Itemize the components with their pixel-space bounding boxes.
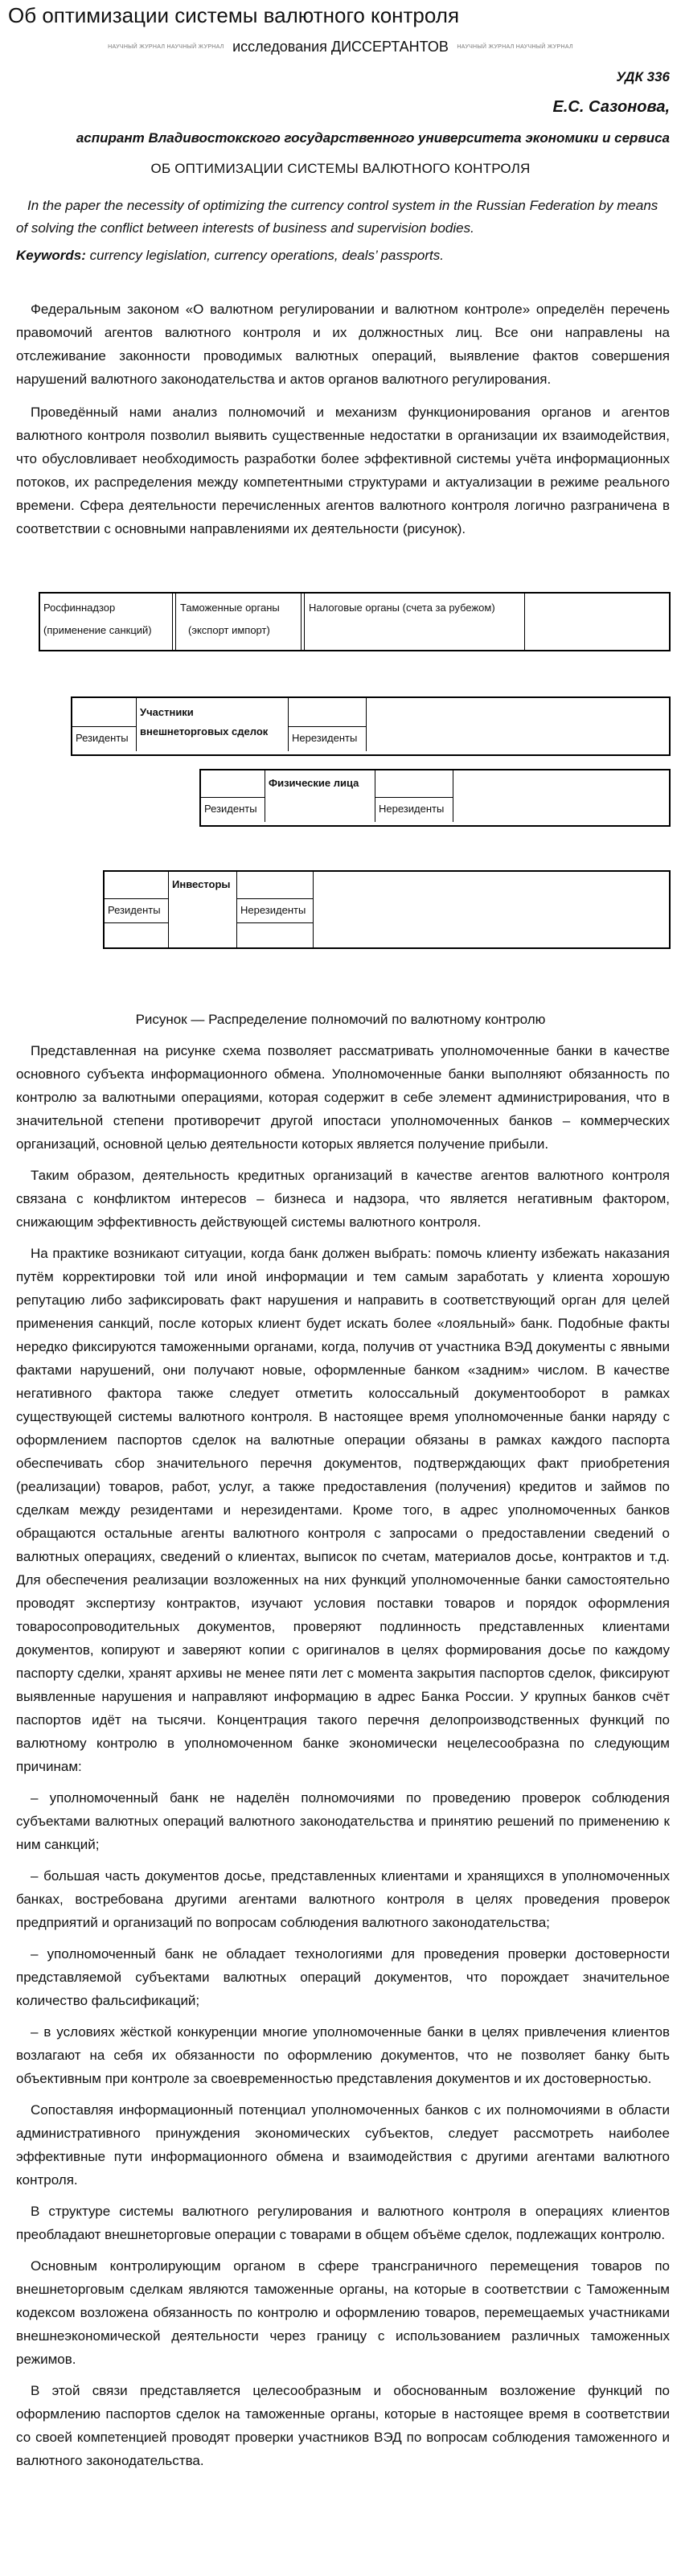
participants-nonresidents: Нерезиденты [292,732,358,744]
participants-title-cell [137,698,289,753]
body-paragraph: В этой связи представляется целесообразным и обоснованным возложение функций по оформлению паспортов сделок на таможенные органы, которые в настоящее время в соответствии со своей компетенцией проводят проверки участников ВЭД по вопросам соблюдения таможенного и валютного законодательства. [16,2383,670,2468]
intro-text [16,298,670,540]
investors-empty-right [236,923,314,947]
investors-title: Инвесторы [172,878,231,890]
individuals-title-cell [265,770,376,795]
author-affiliation: аспирант Владивостокского государственного университета экономики и сервиса [76,130,670,146]
participants-nonresidents-cell [288,727,367,751]
body-paragraph: Представленная на рисунке схема позволяет рассматривать уполномоченные банки в качестве основного субъекта информационного обмена. Уполномоченные банки выполняют обязанность по контролю за валютными операциями, которая содержит в себе элемент администрирования, что в значительной степени противоречит другой ипостаси уполномоченных банков – коммерческих организаций, основной целью деятельности которых является получение прибыли. [16,1043,670,1152]
customs-cell [177,594,299,650]
article-title: ОБ ОПТИМИЗАЦИИ СИСТЕМЫ ВАЛЮТНОГО КОНТРОЛЯ [150,161,531,176]
individuals-residents: Резиденты [204,803,257,815]
author-name: Е.С. Сазонова, [552,98,670,116]
investors-title-cell [169,872,238,896]
investors-residents-cell [105,899,169,923]
body-paragraph: – уполномоченный банк не наделён полномочиями по проведению проверок соблюдения субъектами валютных операций валютного законодательства и принятию решений по применению к ним санкций; [16,1790,670,1852]
journal-header [0,39,681,55]
figure-caption: Рисунок — Распределение полномочий по валютному контролю [135,1012,546,1027]
investors-residents: Резиденты [108,904,161,916]
individuals-nonresidents-cell [375,798,453,822]
journal-section-title: исследования ДИССЕРТАНТОВ [232,39,449,55]
rosfinnadzor-note: (применение санкций) [43,624,152,636]
participants-title-1: Участники [140,706,194,718]
intro-paragraph: Федеральным законом «О валютном регулировании и валютном контроле» определён перечень правомочий агентов валютного контроля и их должностных лиц. Все они направлены на отслеживание законности проводимых валютных операций, выявление фактов совершения нарушений валютного законодательства и актов органов валютного регулирования. [16,302,670,387]
body-paragraph: На практике возникают ситуации, когда банк должен выбрать: помочь клиенту избежать наказания путём корректировки той или иной информации и тем самым заработать у клиента хорошую репутацию либо зафиксировать факт нарушения и направить в соответствующий орган для целей применения санкций, после которых клиент будет искать более «лояльный» банк. Подобные факты нередко фиксируются таможенными органами, когда, получив от участника ВЭД документы с явными фактами нарушений, они получают новые, оформленные банком «задним» числом. В качестве негативного фактора также следует отметить колоссальный документооборот в рамках существующей системы валютного контроля. В настоящее время уполномоченные банки наряду с оформлением паспортов сделок на валютные операции обязаны в рамках каждого паспорта обеспечивать сбор значительного перечня документов, подтверждающих факт приобретения (реализации) товаров, работ, услуг, а также предоставления (получения) кредитов и займов по сделкам между резидентами и нерезидентами. Кроме того, в адрес уполномоченных банков обращаются остальные агенты валютного контроля с запросами о предоставлении сведений о валютных операциях, сведений о клиентах, выписок по счетам, материалов досье, контрактов и т.д. Для обеспечения реализации возложенных на них функций уполномоченные банки самостоятельно проводят экспертизу контрактов, изучают условия поставки товаров и порядок оформления товаросопроводительных документов, проверяют подлинность представленных клиентами документов, копируют и заверяют копии с оригиналов в целях формирования досье по каждому паспорту сделки, хранят архивы не менее пяти лет с момента закрытия паспортов сделок, фиксируют выявленные нарушения и направляют информацию в адрес Банка России. У крупных банков счёт паспортов идёт на тысячи. Концентрация такого перечня делопроизводственных функций по валютному контролю в уполномоченном банке экономически нецелесообразна по следующим причинам: [16,1246,670,1774]
page-title: Об оптимизации системы валютного контроля [8,3,460,27]
body-paragraph: Основным контролирующим органом в сфере трансграничного перемещения товаров по внешнеторговым сделкам являются таможенные органы, на которые в соответствии с Таможенным кодексом возложена обязанность по контролю и оформлению товаров, перемещаемых участниками внешнеэкономической деятельности через границу с использованием различных таможенных режимов. [16,2258,670,2367]
individuals-top-left [201,770,265,798]
divider [175,594,176,650]
body-text [16,1039,670,2472]
investors-top-left [105,872,169,899]
individuals-nonresidents: Нерезиденты [379,803,445,815]
journal-header-left: НАУЧНЫЙ ЖУРНАЛ НАУЧНЫЙ ЖУРНАЛ [108,44,224,50]
udk-code: УДК 336 [616,69,670,84]
tax-label: Налоговые органы (счета за рубежом) [309,602,495,614]
divider [301,594,302,650]
body-paragraph: – большая часть документов досье, представленных клиентами и хранящихся в уполномоченных банках, востребована другими агентами валютного контроля в целях проведения проверок предприятий и организаций по вопросам соблюдения валютного законодательства; [16,1868,670,1930]
participants-top-left [72,698,137,727]
rosfinnadzor-cell [40,594,172,650]
body-paragraph: – в условиях жёсткой конкуренции многие уполномоченные банки в целях привлечения клиентов возлагают на себя их обязанности по оформлению документов, что не позволяет банку быть объективным при контроле за своевременностью представления документов и их достоверностью. [16,2024,670,2086]
body-paragraph: – уполномоченный банк не обладает технологиями для проведения проверки достоверности представляемой субъектами валютных операций документов, что порождает значительное количество фальсификаций; [16,1946,670,2008]
keywords [16,248,670,264]
divider [304,594,305,650]
divider [524,594,525,650]
investors-top-right [236,872,314,899]
participants-residents-cell [72,727,137,751]
body-paragraph: Таким образом, деятельность кредитных организаций в качестве агентов валютного контроля связана с конфликтом интересов – бизнеса и надзора, что является негативным фактором, снижающим эффективность действующей системы валютного контроля. [16,1168,670,1230]
investors-nonresidents: Нерезиденты [240,904,306,916]
investors-empty-left [105,923,169,947]
keywords-label: Keywords: [16,248,86,263]
participants-residents: Резиденты [76,732,129,744]
individuals-top-right [375,770,453,798]
divider [172,594,173,650]
individuals-residents-cell [201,798,265,822]
body-paragraph: В структуре системы валютного регулирования и валютного контроля в операциях клиентов преобладают внешнеторговые операции с товарами в общем объёме сделок, подлежащих контролю. [16,2204,670,2242]
abstract: In the paper the necessity of optimizing the currency control system in the Russian Federation by means of solving the conflict between interests of business and supervision bodies. [16,198,658,236]
keywords-text: currency legislation, currency operations, deals’ passports. [85,248,444,263]
participants-title-2: внешнеторговых сделок [140,725,269,737]
participants-top-right [288,698,367,727]
customs-note: (экспорт импорт) [188,624,270,636]
journal-header-right: НАУЧНЫЙ ЖУРНАЛ НАУЧНЫЙ ЖУРНАЛ [457,44,573,50]
investors-nonresidents-cell [236,899,314,923]
tax-cell [306,594,524,618]
intro-paragraph: Проведённый нами анализ полномочий и механизм функционирования органов и агентов валютного контроля позволил выявить существенные недостатки в организации их взаимодействия, что обусловливает необходимость разработки более эффективной системы учёта информационных потоков, их распределения между компетентными структурами и актуализации в режиме реального времени. Сфера деятельности перечисленных агентов валютного контроля логично разграничена в соответствии с основными направлениями их деятельности (рисунок). [16,405,670,536]
individuals-title: Физические лица [269,777,359,789]
body-paragraph: Сопоставляя информационный потенциал уполномоченных банков с их полномочиями в области административного принуждения экономических субъектов, следует рассмотреть наиболее эффективные пути информационного обмена и взаимодействия с другими агентами валютного контроля. [16,2102,670,2188]
rosfinnadzor-label: Росфиннадзор [43,602,116,614]
customs-label: Таможенные органы [180,602,280,614]
